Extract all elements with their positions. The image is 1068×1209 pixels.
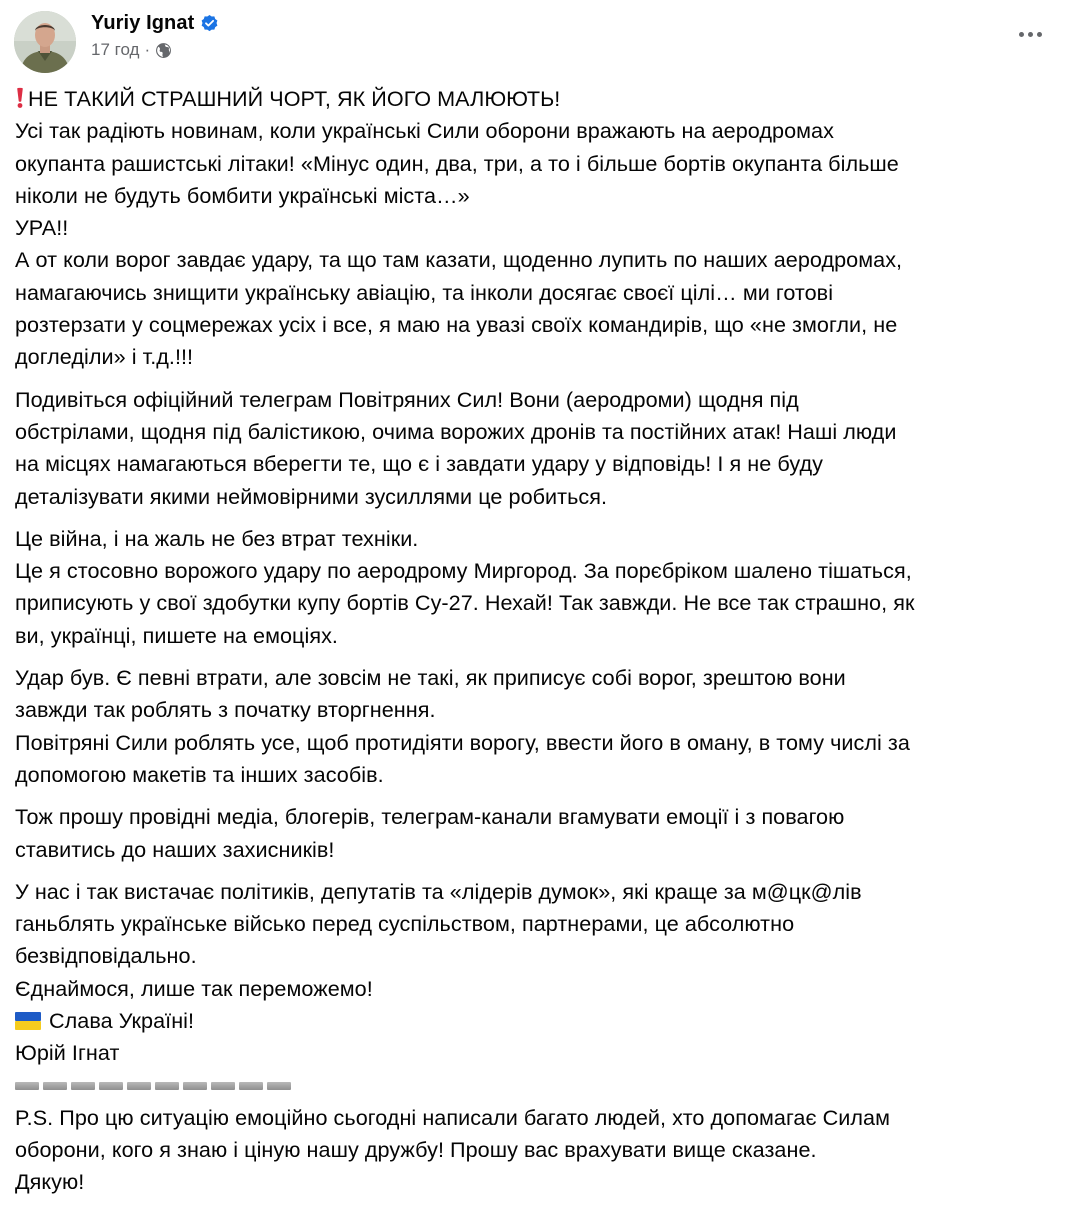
post-line: оборони, кого я знаю і ціную нашу дружбу! Прошу вас врахувати вище сказане. [15,1136,817,1162]
gray-dash-divider-icon [15,1070,1055,1102]
glory-text: Слава Україні! [49,1008,195,1034]
post-line: приписують у свої здобутки купу бортів Су-27. Нехай! Так завжди. Не все так страшно, як [15,590,915,616]
post-line: Дякую! [15,1169,85,1195]
post-line: Єднаймося, лише так переможемо! [15,975,373,1001]
dash-segment [71,1082,95,1090]
post-paragraph-6 [15,876,1055,1199]
post-paragraph-2 [15,384,1055,513]
post-line: ставитись до наших захисників! [15,836,335,862]
meta-separator: · [144,40,151,59]
post-meta [91,40,219,60]
post-body [15,83,1055,1209]
post-line: Повітряні Сили роблять усе, щоб протидіяти ворогу, ввести його в оману, в тому числі за [15,729,910,755]
post-line: УРА!! [15,215,69,241]
post-paragraph-1 [15,83,1055,374]
post-line: P.S. Про цю ситуацію емоційно сьогодні написали багато людей, хто допомагає Силам [15,1104,890,1130]
signature: Юрій Ігнат [15,1040,120,1066]
post-line: намагаючись знищити українську авіацію, та інколи досягає своєї цілі… ми готові [15,279,834,305]
post-line: безвідповідально. [15,943,197,969]
dash-segment [183,1082,207,1090]
post-headline: НЕ ТАКИЙ СТРАШНИЙ ЧОРТ, ЯК ЙОГО МАЛЮЮТЬ! [28,86,561,111]
post-line: догледіли» і т.д.!!! [15,344,194,370]
post-headline-line [15,83,1055,115]
dash-segment [15,1082,39,1090]
post-line: Удар був. Є певні втрати, але зовсім не такі, як приписує собі ворог, зрештою вони [15,665,846,691]
dash-segment [127,1082,151,1090]
post-line: ви, українці, пишете на емоціях. [15,622,338,648]
post-paragraph-5 [15,801,1055,866]
post-time[interactable]: 17 год [91,40,140,59]
dash-segment [99,1082,123,1090]
dash-segment [155,1082,179,1090]
post-line: У нас і так вистачає політиків, депутатів та «лідерів думок», які краще за м@цк@лів [15,878,862,904]
avatar[interactable] [14,11,76,73]
dash-segment [211,1082,235,1090]
ukraine-flag-icon [15,1007,41,1025]
post-line: деталізувати якими неймовірними зусиллями це робиться. [15,483,608,509]
more-dot-icon [1028,32,1033,37]
more-options-button[interactable] [1010,22,1050,46]
verified-badge-icon [200,14,219,33]
post-line: допомогою макетів та інших засобів. [15,761,384,787]
glory-line [15,1005,1055,1037]
post-line: ніколи не будуть бомбити українські міста…» [15,182,470,208]
more-dot-icon [1019,32,1024,37]
post-line: завжди так роблять з початку вторгнення. [15,697,436,723]
post-line: окупанта рашистські літаки! «Мінус один, два, три, а то і більше бортів окупанта більше [15,150,899,176]
post-line: Це я стосовно ворожого удару по аеродрому Миргород. За порєбріком шалено тішаться, [15,558,912,584]
author-block [91,10,219,60]
post-paragraph-3 [15,523,1055,652]
author-name-row [91,10,219,36]
post-paragraph-4 [15,662,1055,791]
post-line: Тож прошу провідні медіа, блогерів, телеграм-канали вгамувати емоції і з повагою [15,804,845,830]
dash-segment [43,1082,67,1090]
post-line: на місцях намагаються вберегти те, що є і завдати удару у відповідь! І я не буду [15,451,823,477]
dash-segment [267,1082,291,1090]
post-line: обстрілами, щодня під балістикою, очима ворожих дронів та постійних атак! Наші люди [15,418,897,444]
author-name[interactable]: Yuriy Ignat [91,11,195,34]
dash-segment [239,1082,263,1090]
globe-icon[interactable] [155,42,172,59]
post-line: Це війна, і на жаль не без втрат техніки. [15,525,419,551]
post-header [14,10,1054,74]
post-line: А от коли ворог завдає удару, та що там казати, щоденно лупить по наших аеродромах, [15,247,903,273]
post-line: розтерзати у соцмережах усіх і все, я маю на увазі своїх командирів, що «не змогли, не [15,312,898,338]
more-dot-icon [1037,32,1042,37]
post-line: Подивіться офіційний телеграм Повітряних Сил! Вони (аеродроми) щодня під [15,386,799,412]
red-exclamation-icon [15,86,25,108]
post-line: ганьблять українське військо перед суспільством, партнерами, це абсолютно [15,911,795,937]
post-line: Усі так радіють новинам, коли українські Сили оборони вражають на аеродромах [15,118,834,144]
